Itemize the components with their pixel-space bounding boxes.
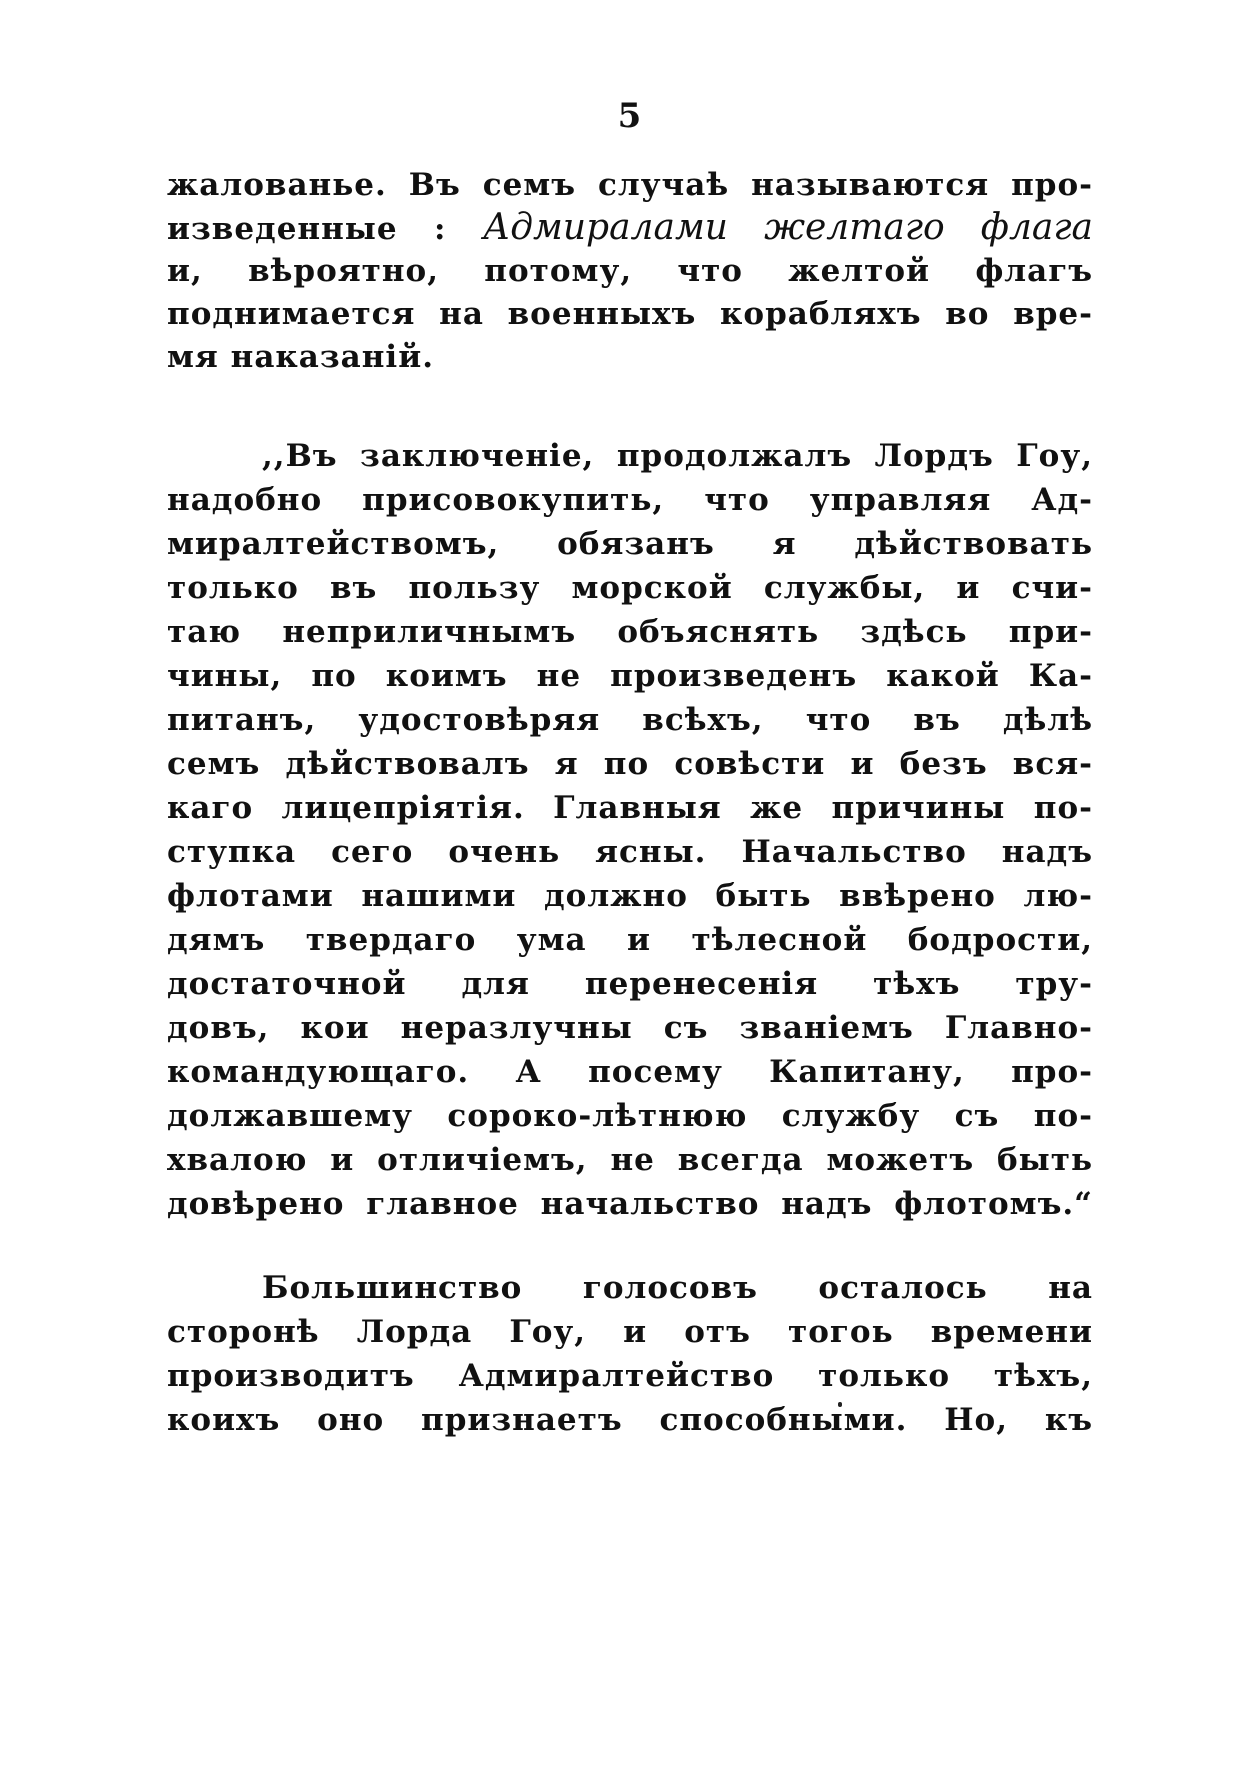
text-line: ступка сего очень ясны. Начальство надъ: [167, 834, 1093, 870]
text-line: достаточной для перенесенія тѣхъ тру-: [167, 966, 1093, 1002]
text-line: надобно присовокупить, что управляя Ад-: [167, 482, 1093, 518]
text-line: дямъ твердаго ума и тѣлесной бодрости,: [167, 922, 1093, 958]
text-line: ,,Въ заключеніе, продолжалъ Лордъ Гоу,: [262, 438, 1093, 474]
text-line: [167, 208, 1093, 248]
italic-phrase: Адмиралами желтаго флага: [482, 207, 1093, 248]
text-line: чины, по коимъ не произведенъ какой Ка-: [167, 658, 1093, 694]
text-line: семъ дѣйствовалъ я по совѣсти и безъ вся-: [167, 746, 1093, 782]
text-line: питанъ, удостовѣряя всѣхъ, что въ дѣлѣ: [167, 702, 1093, 738]
text-line: сторонѣ Лорда Гоу, и отъ тогоь времени: [167, 1314, 1093, 1350]
text-line: таю неприличнымъ объяснять здѣсь при-: [167, 614, 1093, 650]
text-line: жалованье. Въ семъ случаѣ называются про-: [167, 167, 1093, 203]
text-line: командующаго. А посему Капитану, про-: [167, 1054, 1093, 1090]
text-line: мя наказаній.: [167, 339, 434, 375]
text-line: должавшему сороко-лѣтнюю службу съ по-: [167, 1098, 1093, 1134]
text-line: производитъ Адмиралтейство только тѣхъ,: [167, 1358, 1093, 1394]
text-line: миралтействомъ, обязанъ я дѣйствовать: [167, 526, 1093, 562]
text-line: каго лицепріятія. Главныя же причины по-: [167, 790, 1093, 826]
text-line: поднимается на военныхъ корабляхъ во вре-: [167, 296, 1093, 332]
text-line: только въ пользу морской службы, и счи-: [167, 570, 1093, 606]
page-number: 5: [617, 96, 642, 136]
text-line: довѣрено главное начальство надъ флотомъ.“: [167, 1186, 1093, 1222]
text-line: коихъ оно признаетъ способными. Но, къ: [167, 1402, 1093, 1438]
text-line: хвалою и отличіемъ, не всегда можетъ быть: [167, 1142, 1093, 1178]
text-line: Большинство голосовъ осталось на: [262, 1270, 1093, 1306]
text-line: флотами нашими должно быть ввѣрено лю-: [167, 878, 1093, 914]
text-line: довъ, кои неразлучны съ званіемъ Главно-: [167, 1010, 1093, 1046]
text-span: изведенные :: [167, 211, 483, 247]
text-line: и, вѣроятно, потому, что желтой флагъ: [167, 253, 1093, 289]
